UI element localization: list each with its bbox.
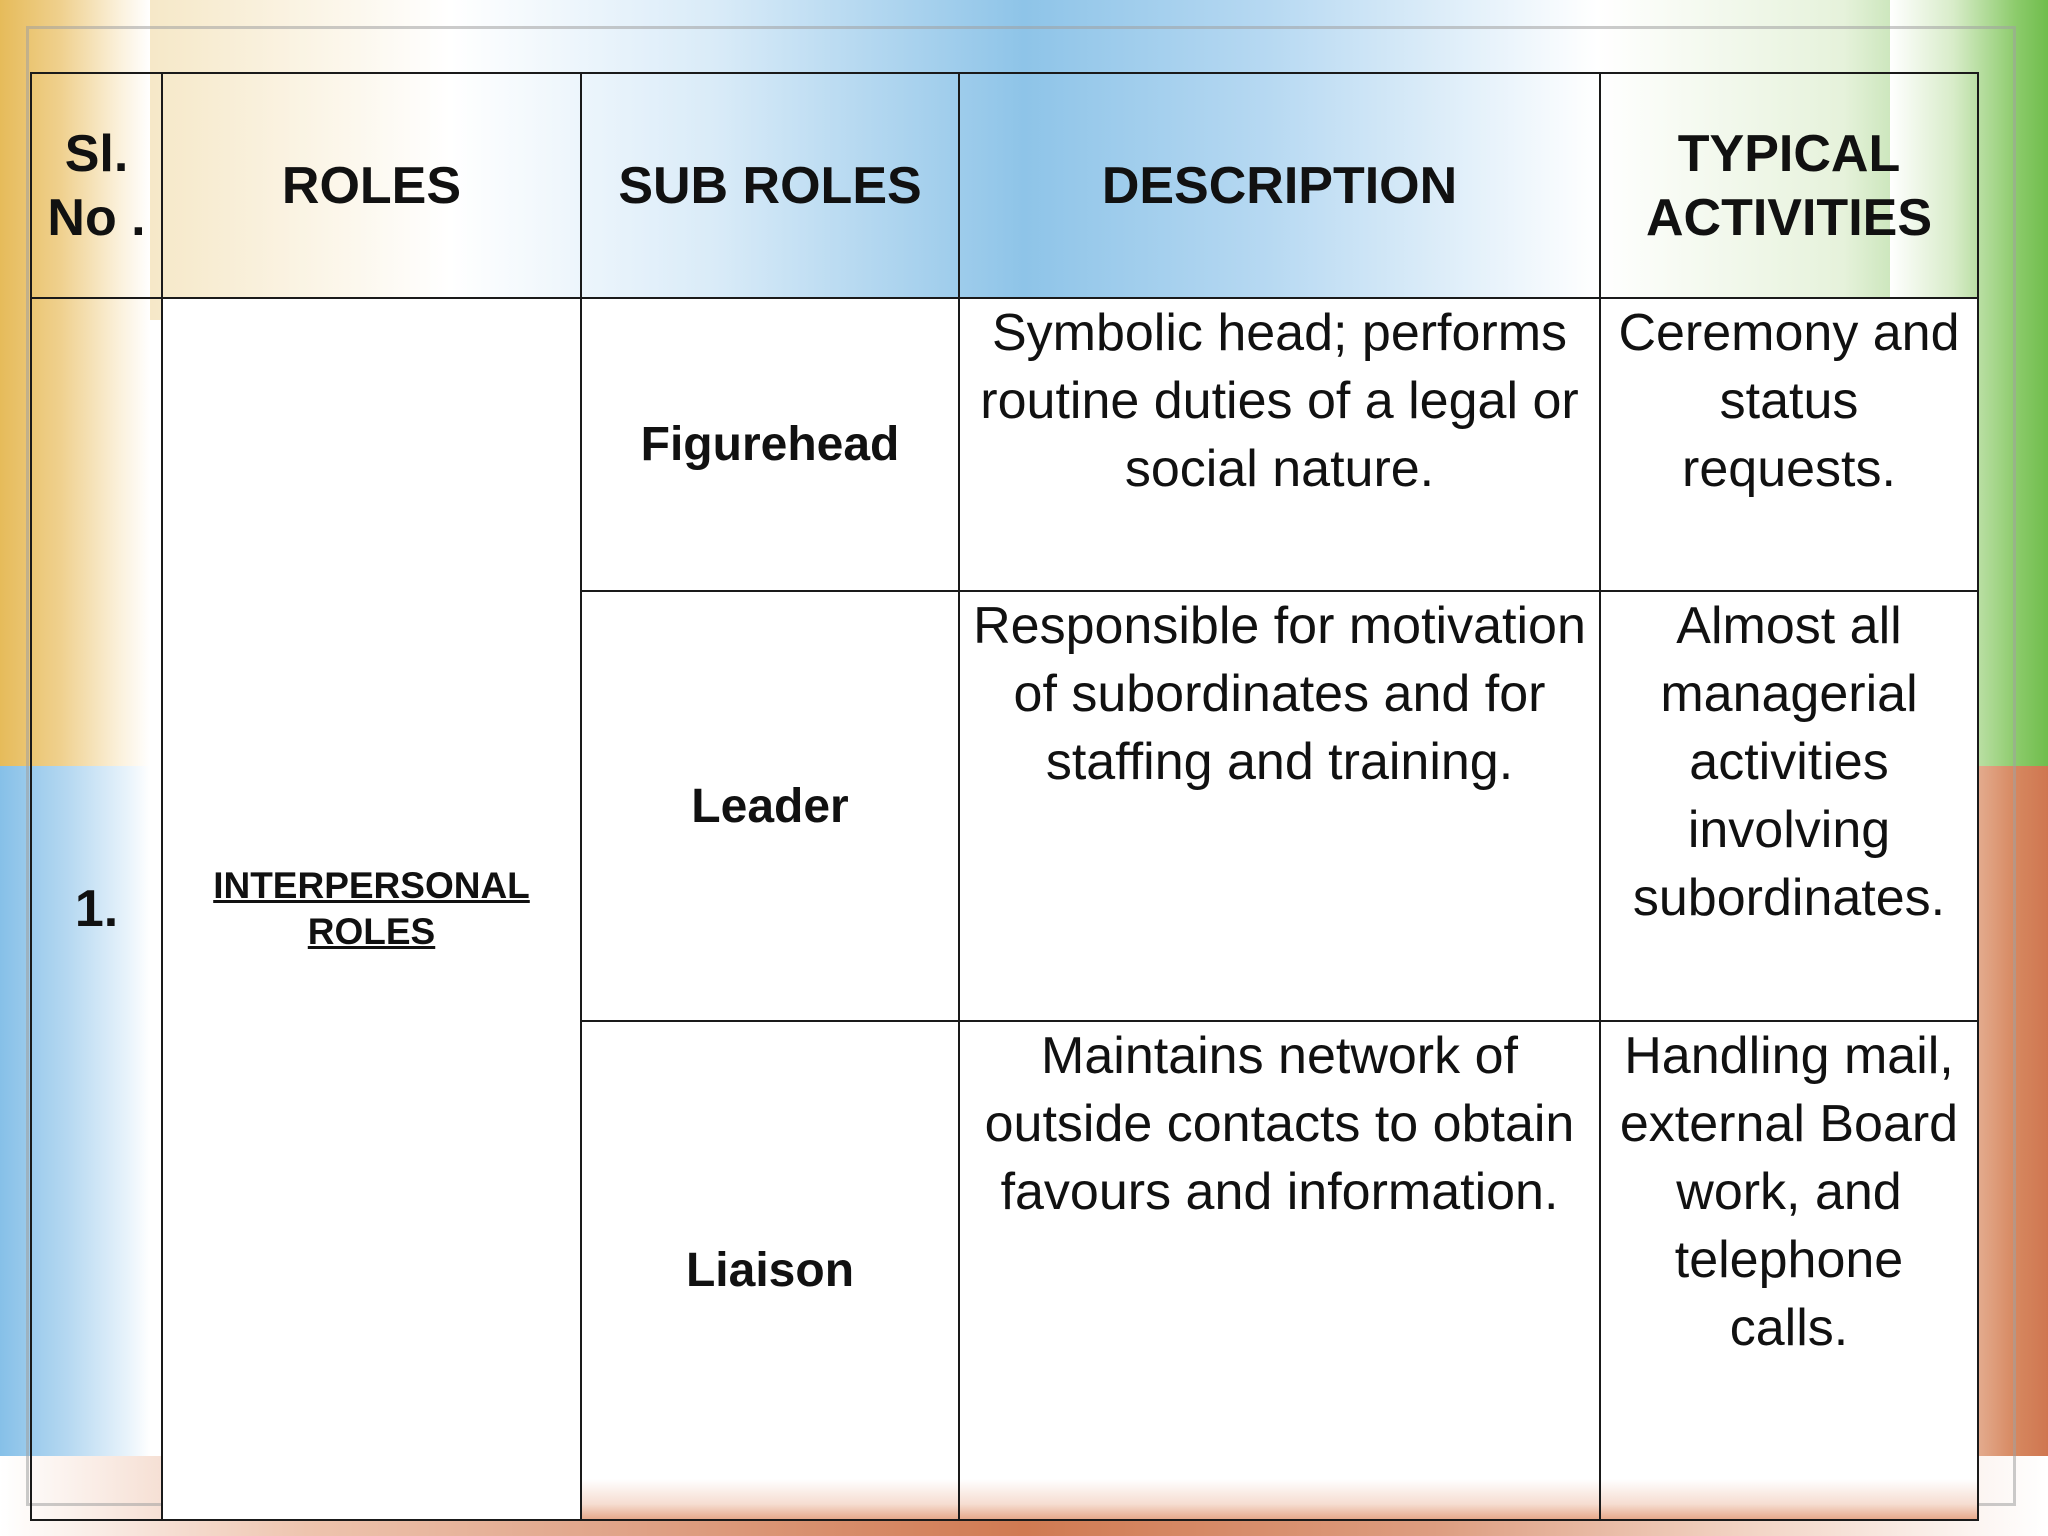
description-cell: Symbolic head; performs routine duties of a legal or social nature.: [959, 298, 1600, 591]
description-cell: Responsible for motivation of subordinates and for staffing and training.: [959, 591, 1600, 1021]
description-cell: Maintains network of outside contacts to obtain favours and information.: [959, 1021, 1600, 1520]
sub-role-cell: Leader: [581, 591, 959, 1021]
sub-role-cell: Liaison: [581, 1021, 959, 1520]
activities-cell: Almost all managerial activities involving subordinates.: [1600, 591, 1978, 1021]
managerial-roles-table: [30, 72, 1979, 1521]
serial-number-cell: 1.: [31, 298, 162, 1520]
header-typical-activities: TYPICAL ACTIVITIES: [1600, 73, 1978, 298]
activities-cell: Ceremony and status requests.: [1600, 298, 1978, 591]
activities-cell: Handling mail, external Board work, and telephone calls.: [1600, 1021, 1978, 1520]
header-slno-text: Sl. No .: [47, 124, 146, 247]
header-sub-roles: SUB ROLES: [581, 73, 959, 298]
table-row: [31, 298, 1978, 591]
role-cell: [162, 298, 581, 1520]
header-description: DESCRIPTION: [959, 73, 1600, 298]
header-slno: [31, 73, 162, 298]
header-roles: ROLES: [162, 73, 581, 298]
role-name: INTERPERSONAL ROLES: [213, 865, 530, 952]
sub-role-cell: Figurehead: [581, 298, 959, 591]
table-header-row: [31, 73, 1978, 298]
